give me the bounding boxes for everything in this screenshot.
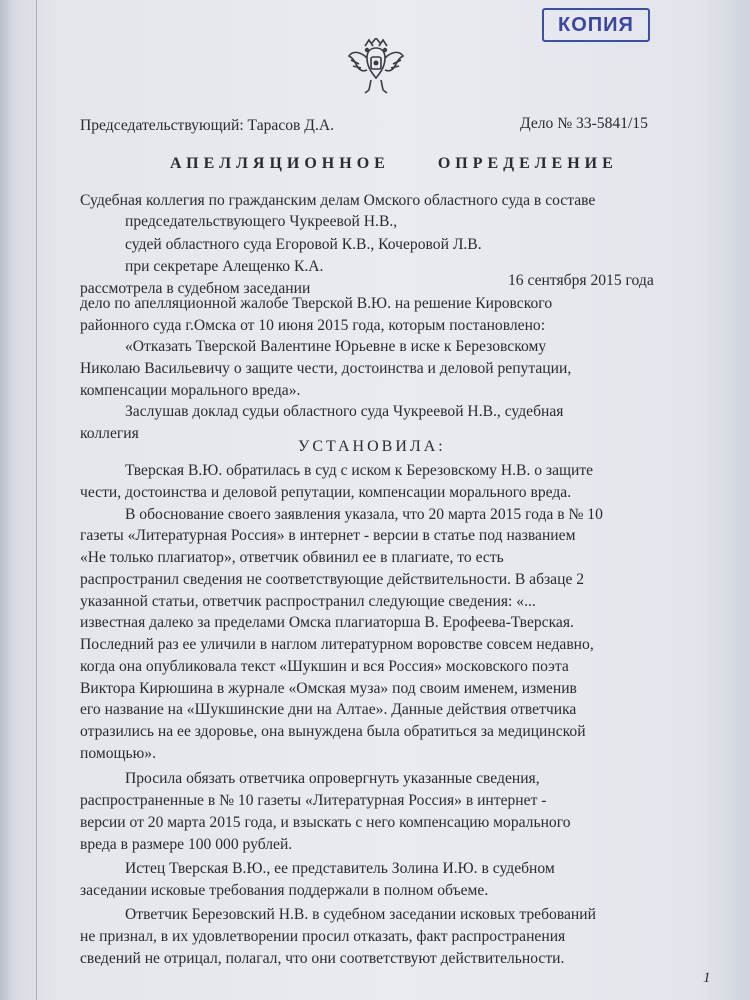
page-edge-line bbox=[36, 0, 37, 1000]
text-line: отразились на ее здоровье, она вынуждена была обратиться за медицинской bbox=[80, 723, 586, 740]
copy-stamp: КОПИЯ bbox=[542, 8, 650, 42]
text-line: когда она опубликовала текст «Шукшин и вся Россия» московского поэта bbox=[80, 658, 569, 675]
text-line: заседании исковые требования поддержали в полном объеме. bbox=[80, 882, 489, 899]
text-line: районного суда г.Омска от 10 июня 2015 года, которым постановлено: bbox=[80, 317, 546, 334]
hearing-date: 16 сентября 2015 года bbox=[508, 272, 654, 289]
presiding-judge: Председательствующий: Тарасов Д.А. bbox=[80, 117, 335, 134]
text-line: Тверская В.Ю. обратилась в суд с иском к Березовскому Н.В. о защите bbox=[125, 462, 594, 479]
text-line: В обоснование своего заявления указала, что 20 марта 2015 года в № 10 bbox=[125, 506, 603, 523]
text-line: судей областного суда Егоровой К.В., Кочеровой Л.В. bbox=[125, 236, 482, 253]
text-line: коллегия bbox=[80, 425, 139, 442]
title-word-2: ОПРЕДЕЛЕНИЕ bbox=[437, 155, 618, 172]
text-line: «Отказать Тверской Валентине Юрьевне в иске к Березовскому bbox=[125, 338, 547, 355]
text-line: дело по апелляционной жалобе Тверской В.Ю. на решение Кировского bbox=[80, 295, 553, 312]
text-line: вреда в размере 100 000 рублей. bbox=[80, 836, 293, 853]
text-line: сведений не отрицал, полагал, что они соответствуют действительности. bbox=[80, 950, 565, 967]
text-line: газеты «Литературная Россия» в интернет - версии в статье под названием bbox=[80, 527, 576, 544]
text-line: Судебная коллегия по гражданским делам Омского областного суда в составе bbox=[80, 192, 596, 209]
text-line: Просила обязать ответчика опровергнуть указанные сведения, bbox=[125, 770, 540, 787]
text-line: версии от 20 марта 2015 года, и взыскать с него компенсацию морального bbox=[80, 814, 571, 831]
text-line: «Не только плагиатор», ответчик обвинил ее в плагиате, то есть bbox=[80, 549, 504, 566]
text-line: Последний раз ее уличили в наглом литературном воровстве совсем недавно, bbox=[80, 636, 594, 653]
text-line: помощью». bbox=[80, 745, 156, 762]
text-line: Николаю Васильевичу о защите чести, достоинства и деловой репутации, bbox=[80, 360, 572, 377]
coat-of-arms-icon bbox=[345, 38, 407, 96]
text-line: при секретаре Алещенко К.А. bbox=[125, 258, 324, 275]
text-line: Виктора Кирюшина в журнале «Омская муза» под своим именем, изменив bbox=[80, 680, 577, 697]
text-line: указанной статьи, ответчик распространил следующие сведения: «... bbox=[80, 593, 536, 610]
document-title bbox=[170, 155, 618, 173]
text-line: чести, достоинства и деловой репутации, компенсации морального вреда. bbox=[80, 484, 572, 501]
text-line: Истец Тверская В.Ю., ее представитель Золина И.Ю. в судебном bbox=[125, 860, 555, 877]
text-line: распространенные в № 10 газеты «Литературная Россия» в интернет - bbox=[80, 792, 547, 809]
text-line: не признал, в их удовлетворении просил отказать, факт распространения bbox=[80, 928, 566, 945]
text-line: распространил сведения не соответствующие действительности. В абзаце 2 bbox=[80, 571, 585, 588]
title-word-1: АПЕЛЛЯЦИОННОЕ bbox=[170, 155, 390, 172]
text-line: Заслушав доклад судьи областного суда Чукреевой Н.В., судебная bbox=[125, 403, 564, 420]
text-line: известная далеко за пределами Омска плагиаторша В. Ерофеева-Тверская. bbox=[80, 614, 574, 631]
case-number: Дело № 33-5841/15 bbox=[520, 115, 648, 132]
text-line: Ответчик Березовский Н.В. в судебном заседании исковых требований bbox=[125, 906, 596, 923]
section-heading: УСТАНОВИЛА: bbox=[298, 438, 446, 455]
page-number: 1 bbox=[703, 970, 711, 986]
text-line: его название на «Шукшинские дни на Алтае». Данные действия ответчика bbox=[80, 701, 577, 718]
text-line: председательствующего Чукреевой Н.В., bbox=[125, 213, 398, 230]
text-line: рассмотрела в судебном заседании bbox=[80, 280, 311, 297]
text-line: компенсации морального вреда». bbox=[80, 382, 301, 399]
